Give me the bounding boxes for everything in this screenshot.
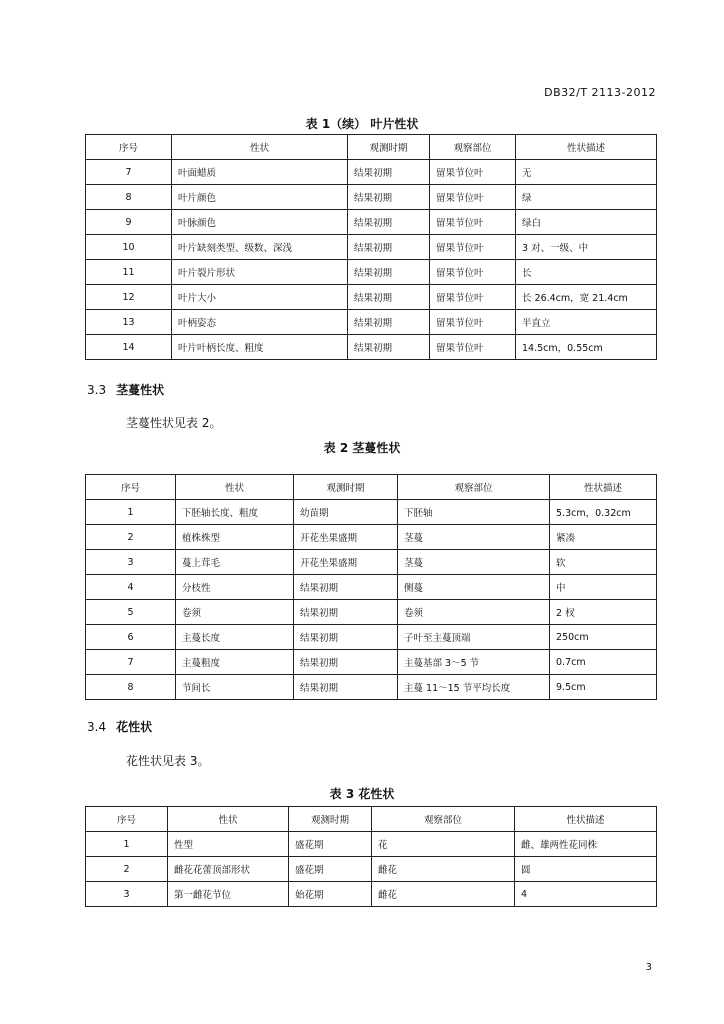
table-row [86, 260, 657, 285]
table-cell: 8 [86, 675, 176, 700]
table-cell: 14 [86, 335, 172, 360]
table-cell: 蔓上茸毛 [176, 550, 294, 575]
table3-title: 表 3 花性状 [329, 787, 395, 801]
table2 [85, 474, 657, 700]
table1-title: 表 1（续） 叶片性状 [305, 117, 419, 131]
table-cell: 留果节位叶 [430, 160, 516, 185]
table-cell: 花 [372, 832, 515, 857]
table-cell: 留果节位叶 [430, 210, 516, 235]
table-cell: 结果初期 [348, 260, 430, 285]
table-cell: 4 [515, 882, 657, 907]
table-cell: 结果初期 [348, 335, 430, 360]
column-header: 序号 [86, 475, 176, 500]
table-cell: 14.5cm，0.55cm [516, 335, 657, 360]
table-row [86, 600, 657, 625]
table2-title: 表 2 茎蔓性状 [323, 441, 401, 455]
table-cell: 软 [550, 550, 657, 575]
table-cell: 结果初期 [348, 235, 430, 260]
table-cell: 第一雌花节位 [168, 882, 289, 907]
section-paragraph: 花性状见表 3。 [126, 754, 210, 768]
table-cell: 无 [516, 160, 657, 185]
table-cell: 卷须 [176, 600, 294, 625]
table-cell: 留果节位叶 [430, 235, 516, 260]
table-row [86, 625, 657, 650]
table-cell: 下胚轴长度、粗度 [176, 500, 294, 525]
section-heading [87, 381, 164, 398]
table-cell: 2 [86, 525, 176, 550]
table-cell: 圆 [515, 857, 657, 882]
table-cell: 绿 [516, 185, 657, 210]
table-cell: 雌花花蕾顶部形状 [168, 857, 289, 882]
column-header: 观察部位 [398, 475, 550, 500]
table-cell: 5.3cm，0.32cm [550, 500, 657, 525]
column-header: 序号 [86, 135, 172, 160]
table-cell: 长 [516, 260, 657, 285]
table-row [86, 310, 657, 335]
table-cell: 叶片裂片形状 [172, 260, 348, 285]
table-cell: 主蔓长度 [176, 625, 294, 650]
table-cell: 5 [86, 600, 176, 625]
table-row [86, 160, 657, 185]
table-cell: 性型 [168, 832, 289, 857]
table1 [85, 134, 657, 360]
table-row [86, 185, 657, 210]
column-header: 观测时期 [348, 135, 430, 160]
table-cell: 1 [86, 832, 168, 857]
table-cell: 卷须 [398, 600, 550, 625]
table-cell: 留果节位叶 [430, 310, 516, 335]
section-paragraph: 茎蔓性状见表 2。 [126, 416, 222, 430]
column-header: 性状描述 [550, 475, 657, 500]
table-row [86, 675, 657, 700]
table-row [86, 525, 657, 550]
table-cell: 12 [86, 285, 172, 310]
table-cell: 盛花期 [289, 832, 372, 857]
table-row [86, 882, 657, 907]
table-cell: 叶片缺刻类型、级数、深浅 [172, 235, 348, 260]
table-cell: 结果初期 [348, 285, 430, 310]
table-cell: 长 26.4cm，宽 21.4cm [516, 285, 657, 310]
table-cell: 结果初期 [294, 575, 398, 600]
table-cell: 3 [86, 882, 168, 907]
table-cell: 3 对、一级、中 [516, 235, 657, 260]
table-cell: 4 [86, 575, 176, 600]
table-cell: 3 [86, 550, 176, 575]
column-header: 观测时期 [294, 475, 398, 500]
column-header: 性状 [168, 807, 289, 832]
table-cell: 结果初期 [348, 185, 430, 210]
table-cell: 半直立 [516, 310, 657, 335]
table-cell: 9.5cm [550, 675, 657, 700]
table-cell: 雌、雄两性花同株 [515, 832, 657, 857]
section-number: 3.3 [87, 383, 107, 397]
table-cell: 250cm [550, 625, 657, 650]
table-row [86, 210, 657, 235]
column-header: 序号 [86, 807, 168, 832]
table-row [86, 575, 657, 600]
section-heading [87, 718, 152, 735]
table-cell: 下胚轴 [398, 500, 550, 525]
column-header: 观察部位 [430, 135, 516, 160]
table-cell: 雌花 [372, 857, 515, 882]
table1-header-row [86, 135, 657, 160]
table-cell: 中 [550, 575, 657, 600]
table-cell: 雌花 [372, 882, 515, 907]
table-cell: 8 [86, 185, 172, 210]
table-cell: 留果节位叶 [430, 185, 516, 210]
table-cell: 结果初期 [348, 210, 430, 235]
table-cell: 叶片大小 [172, 285, 348, 310]
table-row [86, 832, 657, 857]
table-cell: 叶面蜡质 [172, 160, 348, 185]
table-cell: 侧蔓 [398, 575, 550, 600]
table3-header-row [86, 807, 657, 832]
table-cell: 始花期 [289, 882, 372, 907]
table-cell: 叶脉颜色 [172, 210, 348, 235]
table-cell: 结果初期 [294, 650, 398, 675]
table-cell: 紧凑 [550, 525, 657, 550]
table-cell: 留果节位叶 [430, 260, 516, 285]
column-header: 性状描述 [516, 135, 657, 160]
table-cell: 0.7cm [550, 650, 657, 675]
table-cell: 2 杈 [550, 600, 657, 625]
table-cell: 7 [86, 650, 176, 675]
table-row [86, 235, 657, 260]
table-cell: 主蔓基部 3～5 节 [398, 650, 550, 675]
table-cell: 13 [86, 310, 172, 335]
table-row [86, 285, 657, 310]
table-cell: 6 [86, 625, 176, 650]
column-header: 观测时期 [289, 807, 372, 832]
table3 [85, 806, 657, 907]
table-cell: 结果初期 [294, 675, 398, 700]
table-cell: 开花坐果盛期 [294, 525, 398, 550]
table-cell: 盛花期 [289, 857, 372, 882]
table2-header-row [86, 475, 657, 500]
table-cell: 10 [86, 235, 172, 260]
table-cell: 叶片叶柄长度、粗度 [172, 335, 348, 360]
table-cell: 叶柄姿态 [172, 310, 348, 335]
table-cell: 结果初期 [294, 625, 398, 650]
column-header: 性状 [176, 475, 294, 500]
page-number: 3 [645, 962, 652, 973]
table-cell: 11 [86, 260, 172, 285]
table-row [86, 650, 657, 675]
section-title: 茎蔓性状 [116, 383, 165, 397]
table-cell: 留果节位叶 [430, 335, 516, 360]
table-cell: 2 [86, 857, 168, 882]
table-cell: 结果初期 [348, 310, 430, 335]
section-title: 花性状 [116, 720, 153, 734]
table-cell: 茎蔓 [398, 550, 550, 575]
table-cell: 1 [86, 500, 176, 525]
section-number: 3.4 [87, 720, 107, 734]
column-header: 性状 [172, 135, 348, 160]
standard-code: DB32/T 2113-2012 [544, 86, 656, 99]
column-header: 性状描述 [515, 807, 657, 832]
table-cell: 节间长 [176, 675, 294, 700]
table-row [86, 550, 657, 575]
table-cell: 留果节位叶 [430, 285, 516, 310]
table-cell: 分枝性 [176, 575, 294, 600]
table-row [86, 857, 657, 882]
table-cell: 开花坐果盛期 [294, 550, 398, 575]
table-cell: 植株株型 [176, 525, 294, 550]
table-cell: 绿白 [516, 210, 657, 235]
table-cell: 结果初期 [294, 600, 398, 625]
column-header: 观察部位 [372, 807, 515, 832]
table-row [86, 500, 657, 525]
table-cell: 7 [86, 160, 172, 185]
table-cell: 子叶至主蔓顶端 [398, 625, 550, 650]
table-cell: 叶片颜色 [172, 185, 348, 210]
table-cell: 主蔓粗度 [176, 650, 294, 675]
table-cell: 结果初期 [348, 160, 430, 185]
table-row [86, 335, 657, 360]
table-cell: 茎蔓 [398, 525, 550, 550]
table-cell: 幼苗期 [294, 500, 398, 525]
table-cell: 主蔓 11～15 节平均长度 [398, 675, 550, 700]
table-cell: 9 [86, 210, 172, 235]
